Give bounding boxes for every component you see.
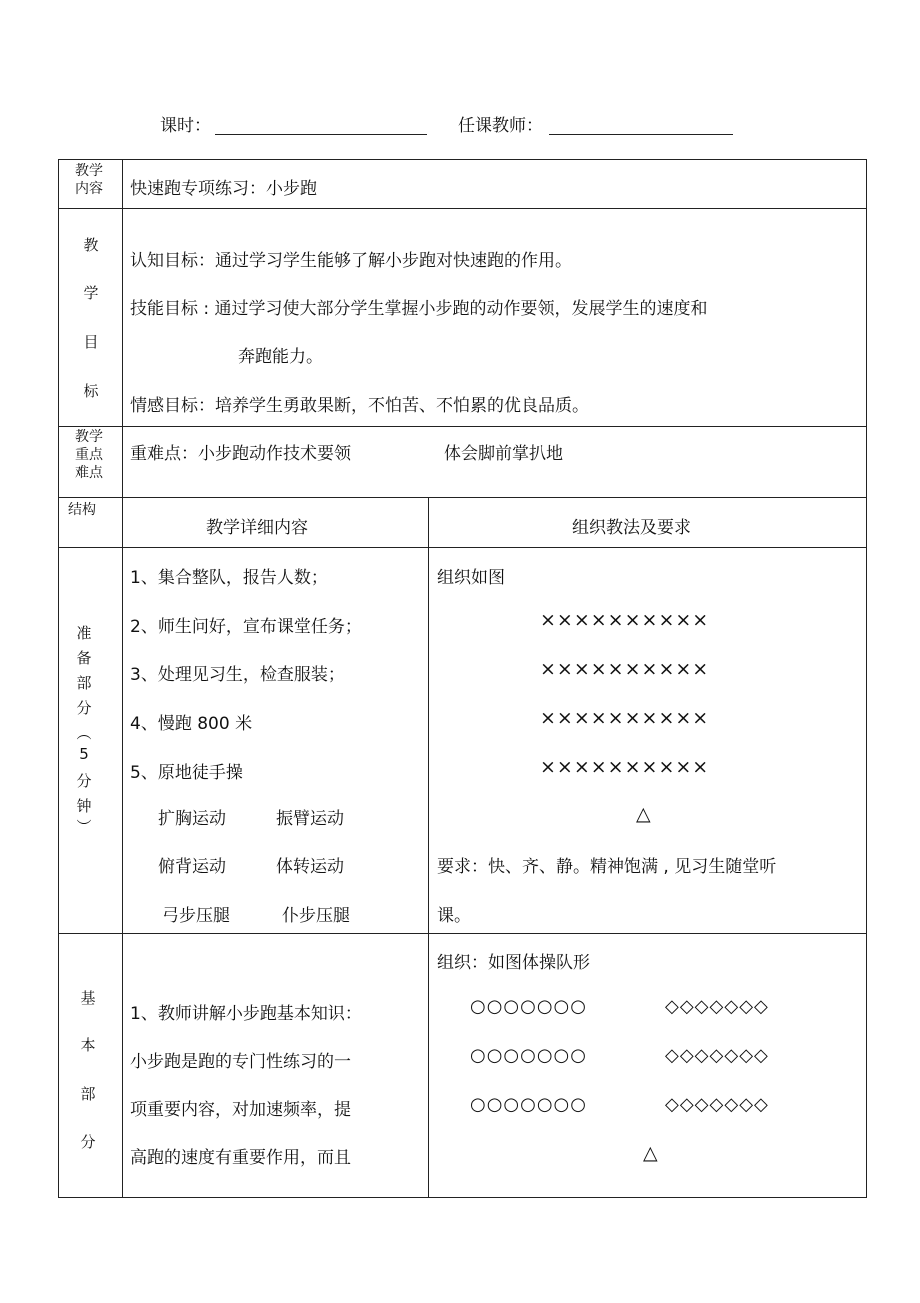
formation-row: ×××××××××× <box>540 707 710 729</box>
diamond-formation-row: ◇◇◇◇◇◇◇ <box>665 1045 769 1066</box>
goals-label-char: 教 <box>83 236 99 254</box>
content-label-line: 教学 <box>75 163 103 179</box>
prep-label-char: 准 <box>76 624 92 642</box>
teacher-triangle-icon: △ <box>643 1142 658 1164</box>
keypoints-label <box>66 428 112 482</box>
exercise-item: 振臂运动 <box>276 809 344 829</box>
basic-content-line: 项重要内容，对加速频率，提 <box>130 1100 351 1120</box>
column-header-content: 教学详细内容 <box>206 518 308 538</box>
prep-item: 3、处理见习生，检查服装； <box>130 665 345 685</box>
circle-formation-row: ○○○○○○○ <box>470 1045 587 1066</box>
keypoints-label-line: 教学 <box>75 429 103 445</box>
lesson-underline <box>215 134 427 135</box>
exercise-item: 仆步压腿 <box>282 906 350 926</box>
table-row-divider <box>58 426 866 427</box>
circle-formation-row: ○○○○○○○ <box>470 996 587 1017</box>
basic-label-char: 部 <box>80 1085 96 1103</box>
exercise-item: 弓步压腿 <box>162 906 230 926</box>
content-label-line: 内容 <box>75 181 103 197</box>
prep-item: 1、集合整队，报告人数； <box>130 568 328 588</box>
table-row-divider <box>58 547 866 548</box>
teacher-triangle-icon: △ <box>636 803 651 825</box>
content-text: 快速跑专项练习：小步跑 <box>130 179 317 199</box>
diamond-formation-row: ◇◇◇◇◇◇◇ <box>665 1094 769 1115</box>
goals-label-char: 学 <box>83 284 99 302</box>
table-border-right <box>866 159 867 1198</box>
prep-label-char: 部 <box>76 674 92 692</box>
table-border-bottom <box>58 1197 866 1198</box>
prep-label-char: ︵ <box>76 724 92 742</box>
teacher-label: 任课教师： <box>458 116 543 136</box>
prep-label-char: ︶ <box>76 818 92 836</box>
prep-requirement-line2: 课。 <box>437 906 471 926</box>
table-border-top <box>58 159 866 160</box>
basic-label-char: 分 <box>80 1133 96 1151</box>
table-label-column-divider <box>122 159 123 1198</box>
prep-label-char: 分 <box>76 772 92 790</box>
prep-org-title: 组织如图 <box>437 568 505 588</box>
exercise-item: 俯背运动 <box>158 857 226 877</box>
table-row-divider <box>58 497 866 498</box>
table-row-divider <box>58 933 866 934</box>
prep-item: 2、师生问好，宣布课堂任务； <box>130 617 362 637</box>
goal-emotion: 情感目标：培养学生勇敢果断，不怕苦、不怕累的优良品质。 <box>130 396 589 416</box>
keypoints-label-line: 难点 <box>75 465 103 481</box>
table-row-divider <box>58 208 866 209</box>
goals-label-char: 目 <box>83 333 99 351</box>
goal-cognitive: 认知目标：通过学习学生能够了解小步跑对快速跑的作用。 <box>130 251 572 271</box>
basic-content-line: 小步跑是跑的专门性练习的一 <box>130 1052 351 1072</box>
prep-item: 5、原地徒手操 <box>130 763 243 783</box>
content-label <box>66 162 112 198</box>
table-border-left <box>58 159 59 1198</box>
prep-label-char: 分 <box>76 699 92 717</box>
formation-row: ×××××××××× <box>540 609 710 631</box>
circle-formation-row: ○○○○○○○ <box>470 1094 587 1115</box>
basic-content-line: 高跑的速度有重要作用，而且 <box>130 1148 351 1168</box>
diamond-formation-row: ◇◇◇◇◇◇◇ <box>665 996 769 1017</box>
keypoints-text-a: 重难点：小步跑动作技术要领 <box>130 444 351 464</box>
prep-label-char: 钟 <box>76 797 92 815</box>
goals-label-char: 标 <box>83 382 99 400</box>
prep-label-char: 备 <box>76 649 92 667</box>
exercise-item: 体转运动 <box>276 857 344 877</box>
prep-requirement-line1: 要求：快、齐、静。精神饱满 , 见习生随堂听 <box>437 857 777 877</box>
prep-label-char: 5 <box>79 745 89 763</box>
keypoints-label-line: 重点 <box>75 447 103 463</box>
basic-label-char: 本 <box>80 1036 96 1054</box>
lesson-label: 课时： <box>160 116 211 136</box>
column-header-method: 组织教法及要求 <box>572 518 691 538</box>
basic-content-line: 1、教师讲解小步跑基本知识： <box>130 1004 362 1024</box>
formation-row: ×××××××××× <box>540 658 710 680</box>
formation-row: ×××××××××× <box>540 756 710 778</box>
exercise-item: 扩胸运动 <box>158 809 226 829</box>
prep-item: 4、慢跑 800 米 <box>130 714 253 734</box>
goal-skill: 技能目标 : 通过学习使大部分学生掌握小步跑的动作要领，发展学生的速度和 <box>130 299 708 319</box>
teacher-underline <box>549 134 733 135</box>
basic-label-char: 基 <box>80 989 96 1007</box>
table-content-column-divider <box>428 497 429 1198</box>
basic-org-title: 组织：如图体操队形 <box>437 953 590 973</box>
structure-label: 结构 <box>68 502 96 518</box>
keypoints-text-b: 体会脚前掌扒地 <box>444 444 563 464</box>
goal-skill-continued: 奔跑能力。 <box>238 347 323 367</box>
